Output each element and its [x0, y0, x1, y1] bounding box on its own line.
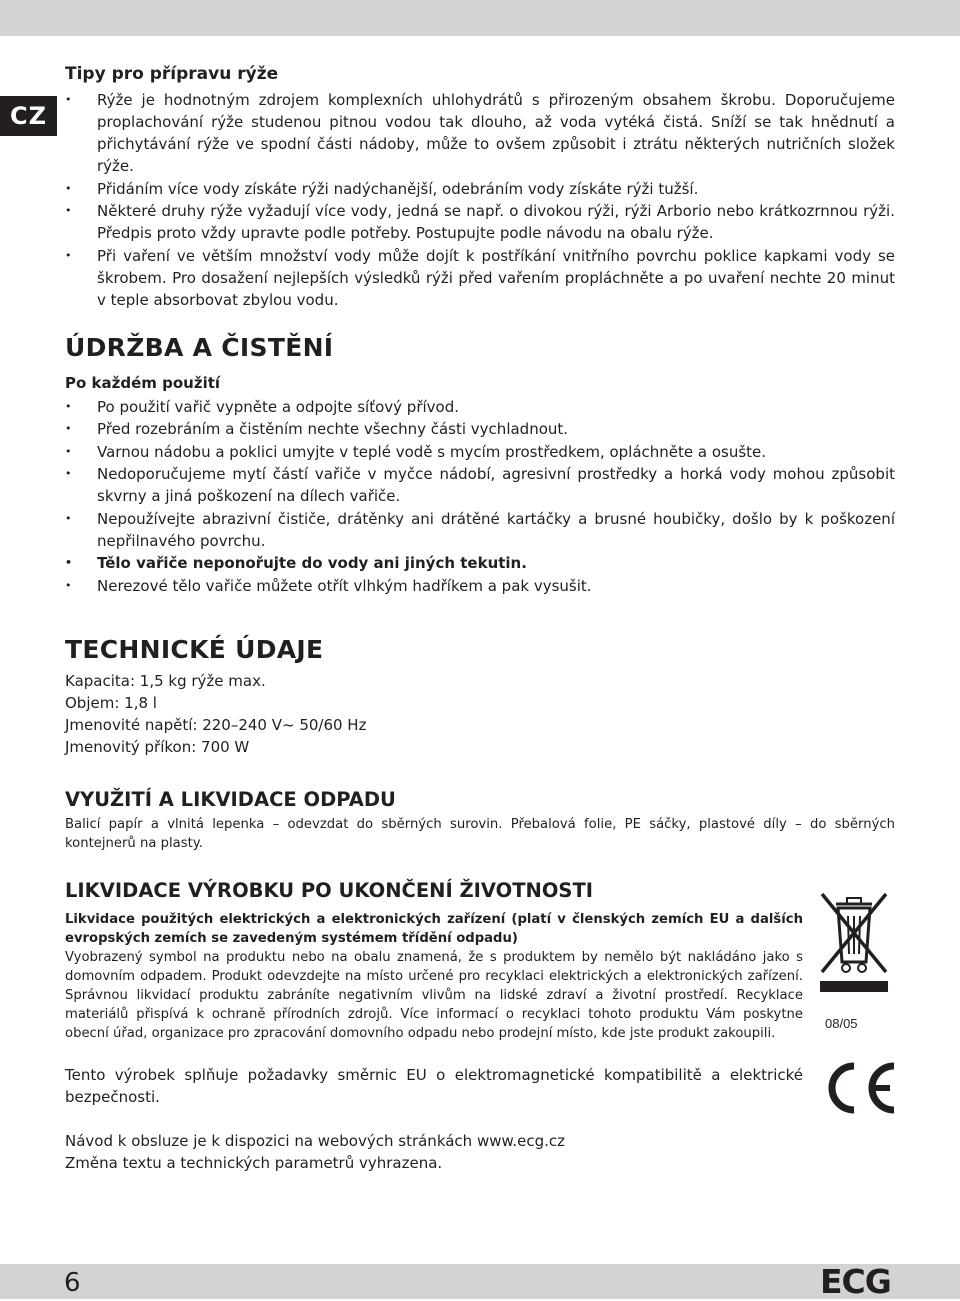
manual-website-note: Návod k obsluze je k dispozici na webových stránkách www.ecg.cz — [65, 1131, 566, 1150]
list-item: • Při vaření ve větším množství vody může dojít k postříkání vnitřního povrchu poklice kapkami vody se škrobem. Pro dosažení nejlepších výsledků rýži před vařením propláchněte a po uvaření nechte 20 minut v teple absorbovat zbylou vodu. — [65, 245, 895, 311]
spec-capacity: Kapacita: 1,5 kg rýže max. — [65, 671, 266, 690]
list-item: • Přidáním více vody získáte rýži nadýchanější, odebráním vody získáte rýži tužší. — [65, 178, 895, 200]
weee-bin-icon — [816, 888, 892, 996]
maintenance-list — [65, 396, 895, 597]
maintenance-title: ÚDRŽBA A ČISTĚNÍ — [65, 332, 334, 362]
packaging-title: VYUŽITÍ A LIKVIDACE ODPADU — [65, 787, 396, 811]
page-content — [65, 64, 895, 1174]
specs-title: TECHNICKÉ ÚDAJE — [65, 634, 324, 664]
disposal-title: LIKVIDACE VÝROBKU PO UKONČENÍ ŽIVOTNOSTI — [65, 878, 594, 902]
weee-date-code: 08/05 — [825, 1016, 858, 1031]
maintenance-subtitle: Po každém použití — [65, 373, 221, 392]
list-item: • Nepoužívejte abrazivní čističe, drátěnky ani drátěné kartáčky a brusné houbičky, došlo by k poškození nepřilnavého povrchu. — [65, 508, 895, 552]
bottom-band — [0, 1264, 960, 1299]
language-tab: CZ — [0, 96, 57, 136]
list-item: • Nedoporučujeme mytí částí vařiče v myčce nádobí, agresivní prostředky a horká vody mohou způsobit skvrny a jiná poškození na dílech vařiče. — [65, 463, 895, 507]
list-item: • Varnou nádobu a poklici umyjte v teplé vodě s mycím prostředkem, opláchněte a osušte. — [65, 441, 895, 463]
footer-note — [65, 1130, 895, 1174]
rice-tips-list — [65, 89, 895, 311]
list-item: • Rýže je hodnotným zdrojem komplexních uhlohydrátů s přirozeným obsahem škrobu. Doporučujeme proplachování rýže studenou pitnou vodou tak dlouho, až voda vytéká čistá. Sníží se tak hnědnutí a přichytávání rýže ve spodní části nádoby, může to ovšem způsobit i ztrátu některých nutričních složek rýže. — [65, 89, 895, 177]
list-item: • Po použití vařič vypněte a odpojte síťový přívod. — [65, 396, 895, 418]
list-item: • Nerezové tělo vařiče můžete otřít vlhkým hadříkem a pak vysušit. — [65, 575, 895, 597]
top-band — [0, 0, 960, 36]
change-reserved-note: Změna textu a technických parametrů vyhrazena. — [65, 1153, 443, 1172]
spec-voltage: Jmenovité napětí: 220–240 V~ 50/60 Hz — [65, 715, 367, 734]
disposal-block — [65, 910, 803, 1043]
compliance-text: Tento výrobek splňuje požadavky směrnic EU o elektromagnetické kompatibilitě a elektrické bezpečnosti. — [65, 1065, 803, 1106]
spec-volume: Objem: 1,8 l — [65, 693, 157, 712]
page-number: 6 — [64, 1268, 81, 1298]
list-item: • Některé druhy rýže vyžadují více vody, jedná se např. o divokou rýži, rýži Arborio nebo krátkozrnnou rýži. Předpis proto vždy upravte podle potřeby. Postupujte podle návodu na obalu rýže. — [65, 200, 895, 244]
spec-power: Jmenovitý příkon: 700 W — [65, 737, 250, 756]
brand-logo: ECG — [820, 1262, 891, 1301]
ce-mark-icon — [820, 1058, 898, 1118]
rice-tips-title: Tipy pro přípravu rýže — [65, 64, 279, 84]
disposal-text: Vyobrazený symbol na produktu nebo na obalu znamená, že s produktem by nemělo být nakládáno jako s domovním odpadem. Produkt odevzdejte na místo určené pro recyklaci elektrických a elektronických zařízení. Správnou likvidací produktu zabráníte negativním vlivům na lidské zdraví a životní prostředí. Recyklace materiálů přispívá k ochraně přírodních zdrojů. Více informací o recyklaci tohoto produktu Vám poskytne obecní úřad, organizace pro zpracování domovního odpadu nebo prodejní místo, kde jste produkt zakoupili. — [65, 949, 803, 1041]
list-item-warning: • Tělo vařiče neponořujte do vody ani jiných tekutin. — [65, 552, 895, 574]
packaging-text: Balicí papír a vlnitá lepenka – odevzdat do sběrných surovin. Přebalová folie, PE sáčky, plastové díly – do sběrných kontejnerů na plasty. — [65, 816, 895, 851]
disposal-bold-text: Likvidace použitých elektrických a elektronických zařízení (platí v členských zemích EU a dalších evropských zemích se zavedeným systémem třídění odpadu) — [65, 911, 803, 946]
list-item: • Před rozebráním a čistěním nechte všechny části vychladnout. — [65, 418, 895, 440]
